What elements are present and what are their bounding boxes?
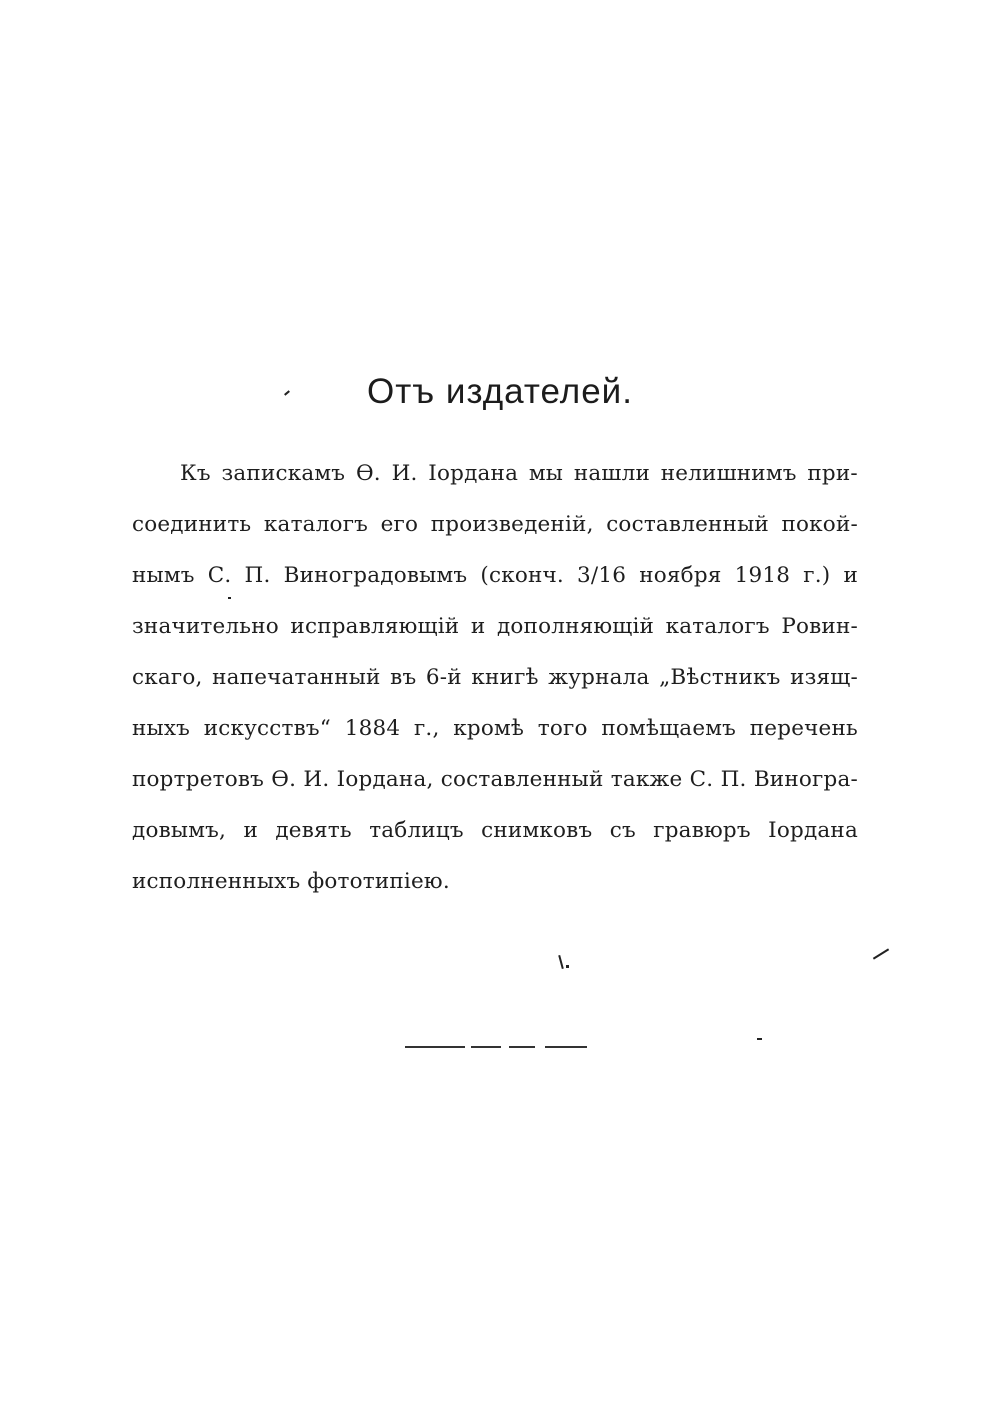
paragraph-line-9: исполненныхъ фототипіею. (132, 869, 450, 894)
word: исправляющій (290, 614, 460, 639)
word: журнала (548, 665, 650, 690)
word: съ (609, 818, 636, 843)
word: снимковъ (481, 818, 593, 843)
word: искусствъ“ (203, 716, 331, 741)
paragraph-line-2 (132, 507, 858, 558)
paragraph-line-3 (132, 558, 858, 609)
word: составленный (440, 767, 604, 792)
word: С. (207, 563, 232, 588)
scan-speck (558, 955, 564, 969)
word: также (610, 767, 683, 792)
word: мы (528, 461, 564, 486)
word: соединить (132, 512, 252, 537)
word: дополняющій (496, 614, 655, 639)
word: каталогъ (263, 512, 369, 537)
closing-rule (405, 1046, 587, 1048)
word: г.) (803, 563, 831, 588)
word: 3/16 (577, 563, 627, 588)
word: 1884 (344, 716, 401, 741)
word: перечень (749, 716, 858, 741)
word: при- (807, 461, 858, 486)
word: ныхъ (132, 716, 191, 741)
scan-speck (566, 965, 569, 968)
word: Виногра- (753, 767, 858, 792)
word: того (537, 716, 588, 741)
word: книгѣ (471, 665, 539, 690)
paragraph-line-8 (132, 813, 858, 864)
word: 1918 (734, 563, 791, 588)
word: Ровин- (781, 614, 858, 639)
word: его (380, 512, 419, 537)
word: гравюръ (653, 818, 751, 843)
word: девять (275, 818, 352, 843)
body-paragraph (132, 456, 858, 915)
word: 6-й (425, 665, 462, 690)
word: составленный (606, 512, 769, 537)
word: кромѣ (453, 716, 525, 741)
word: (сконч. (480, 563, 564, 588)
scan-speck (757, 1038, 762, 1040)
word: и (843, 563, 858, 588)
word: нашли (573, 461, 650, 486)
word: И. (303, 767, 330, 792)
word: каталогъ (665, 614, 770, 639)
word: запискамъ (221, 461, 346, 486)
word: таблицъ (369, 818, 464, 843)
word: довымъ, (132, 818, 227, 843)
word: и (243, 818, 258, 843)
page-title: Отъ издателей. (367, 372, 633, 411)
word: П. (720, 767, 747, 792)
paragraph-line-6 (132, 711, 858, 762)
paragraph-line-7 (132, 762, 858, 813)
paragraph-line-4 (132, 609, 858, 660)
word: Къ (180, 461, 211, 486)
word: и (470, 614, 486, 639)
word: „Вѣстникъ (659, 665, 781, 690)
word: Іордана (428, 461, 519, 486)
scan-speck (228, 597, 231, 599)
scan-speck (873, 948, 889, 959)
word: значительно (132, 614, 279, 639)
word: Іордана (768, 818, 858, 843)
word: напечатанный (212, 665, 381, 690)
word: нымъ (132, 563, 195, 588)
word: П. (244, 563, 271, 588)
word: Ѳ. (271, 767, 297, 792)
paragraph-line-5 (132, 660, 858, 711)
word: г., (413, 716, 440, 741)
word: Ѳ. (355, 461, 381, 486)
word: скаго, (132, 665, 203, 690)
word: портретовъ (132, 767, 265, 792)
word: Іордана, (336, 767, 434, 792)
word: изящ- (790, 665, 858, 690)
word: помѣщаемъ (601, 716, 737, 741)
paragraph-line-1 (132, 456, 858, 507)
word: нелишнимъ (660, 461, 797, 486)
word: произведеній, (430, 512, 594, 537)
word: Виноградовымъ (283, 563, 468, 588)
word: ноября (639, 563, 722, 588)
word: И. (391, 461, 418, 486)
word: С. (689, 767, 714, 792)
word: покой- (781, 512, 858, 537)
word: въ (390, 665, 417, 690)
